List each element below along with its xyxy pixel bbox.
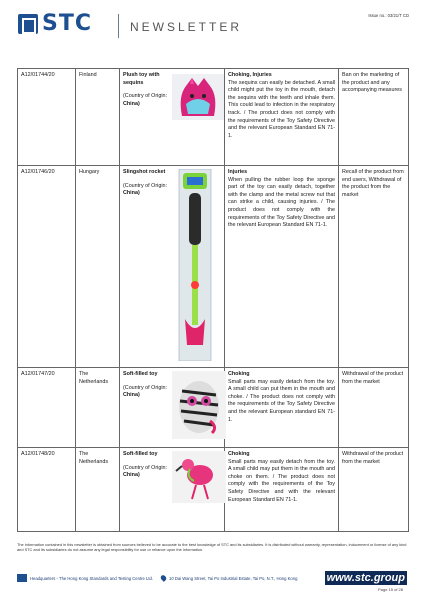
origin-label: (Country of Origin: [123, 384, 168, 391]
product-name: Slingshot rocket [123, 169, 166, 175]
origin-value: China) [123, 190, 140, 197]
soft-toy-zebra-image [172, 371, 226, 439]
notifying-country: The Netherlands [76, 448, 120, 532]
notifying-country: The Netherlands [76, 368, 120, 448]
address-text: 10 Dai Wang Street, Tai Po Industrial Estate, Tai Po, N.T., Hong Kong [169, 575, 298, 581]
page-header [0, 0, 425, 48]
stc-logo [18, 11, 92, 36]
hazard-title: Choking, Injuries [228, 72, 272, 78]
hazard-description: The sequins can easily be detached. A small child might put the toy in the mouth, detach the sequins with the teeth and inhale them. This could lead to infection in the respiratory track. / The product does not comply with the requirements of the Toy Safety Directive and the relevant European Standard EN 71-1. [228, 79, 335, 139]
headquarters-text: Headquarters - The Hong Kong Standards and Testing Centre Ltd. [30, 575, 153, 581]
notification-number: A12/01744/20 [18, 69, 76, 166]
table-row [18, 166, 409, 368]
hazard-cell [225, 69, 339, 166]
measure-cell: Withdrawal of the product from the market [339, 368, 409, 448]
website-link[interactable]: www.stc.group [326, 572, 405, 584]
origin-value: China) [123, 100, 140, 107]
hazard-cell [225, 368, 339, 448]
page-footer [0, 565, 425, 600]
table-row [18, 69, 409, 166]
header-divider [118, 14, 119, 38]
hazard-title: Choking [228, 371, 250, 377]
measure-cell: Recall of the product from end users, Withdrawal of the product from the market [339, 166, 409, 368]
stc-logo-mark-icon [18, 14, 38, 34]
hazard-description: When pulling the rubber loop the sponge part of the toy can easily detach, together with the clamp and the metal screw nut that can strike a child, causing injuries. / The product does not comply with the requirements of the Toy Safety Directive and the relevant European Standard EN 71-1. [228, 176, 335, 229]
product-cell [120, 448, 225, 532]
product-cell [120, 69, 225, 166]
product-name: Soft-filled toy [123, 451, 158, 457]
building-icon [17, 574, 27, 582]
notifying-country: Finland [76, 69, 120, 166]
measure-cell: Ban on the marketing of the product and any accompanying measures [339, 69, 409, 166]
measure-cell: Withdrawal of the product from the market [339, 448, 409, 532]
hazard-title: Choking [228, 451, 250, 457]
disclaimer: The information contained in this newsletter is obtained from sources believed to be accurate to the best knowledge of STC and its subsidiaries. It is distributed without warranty, representation, inducement or license of any kind and STC and its subsidiaries do not assume any legal responsibility for use or reliance upon the information. [17, 542, 407, 553]
hazard-description: Small parts may easily detach from the toy. A small child can put them in the mouth and choke. / The product does not comply with the requirements of the Toy Safety Directive and the relevant European standard EN 71-1. [228, 378, 335, 423]
table-row [18, 368, 409, 448]
hazard-title: Injuries [228, 169, 248, 175]
notification-number: A12/01746/20 [18, 166, 76, 368]
notification-number: A12/01747/20 [18, 368, 76, 448]
origin-label: (Country of Origin: [123, 182, 168, 189]
hazard-description: Small parts may easily detach from the toy. A small child may put them in the mouth and choke on them. / The product does not comply with the requirements of the Toy Safety Directive and with the relevant European Standard EN 71-1. [228, 458, 335, 503]
origin-label: (Country of Origin: [123, 464, 168, 471]
page-number: Page 15 of 28 [378, 587, 403, 592]
location-pin-icon [160, 574, 168, 582]
issue-number: Issue no.: 03/21/T CD [368, 13, 409, 18]
origin-value: China) [123, 392, 140, 399]
newsletter-title: NEWSLETTER [130, 20, 243, 34]
hazard-cell [225, 448, 339, 532]
logo-text: STC [42, 11, 92, 36]
notifying-country: Hungary [76, 166, 120, 368]
soft-toy-flamingo-image [172, 451, 226, 503]
product-name: Plush toy with sequins [123, 72, 160, 86]
hazard-cell [225, 166, 339, 368]
product-cell [120, 368, 225, 448]
product-name: Soft-filled toy [123, 371, 158, 377]
footer-contact [17, 574, 297, 582]
plush-toy-image [172, 74, 224, 120]
notification-number: A12/01748/20 [18, 448, 76, 532]
origin-label: (Country of Origin: [123, 93, 168, 100]
table-row [18, 448, 409, 532]
slingshot-rocket-image [175, 169, 215, 361]
origin-value: China) [123, 472, 140, 479]
recall-table [17, 68, 409, 532]
product-cell [120, 166, 225, 368]
